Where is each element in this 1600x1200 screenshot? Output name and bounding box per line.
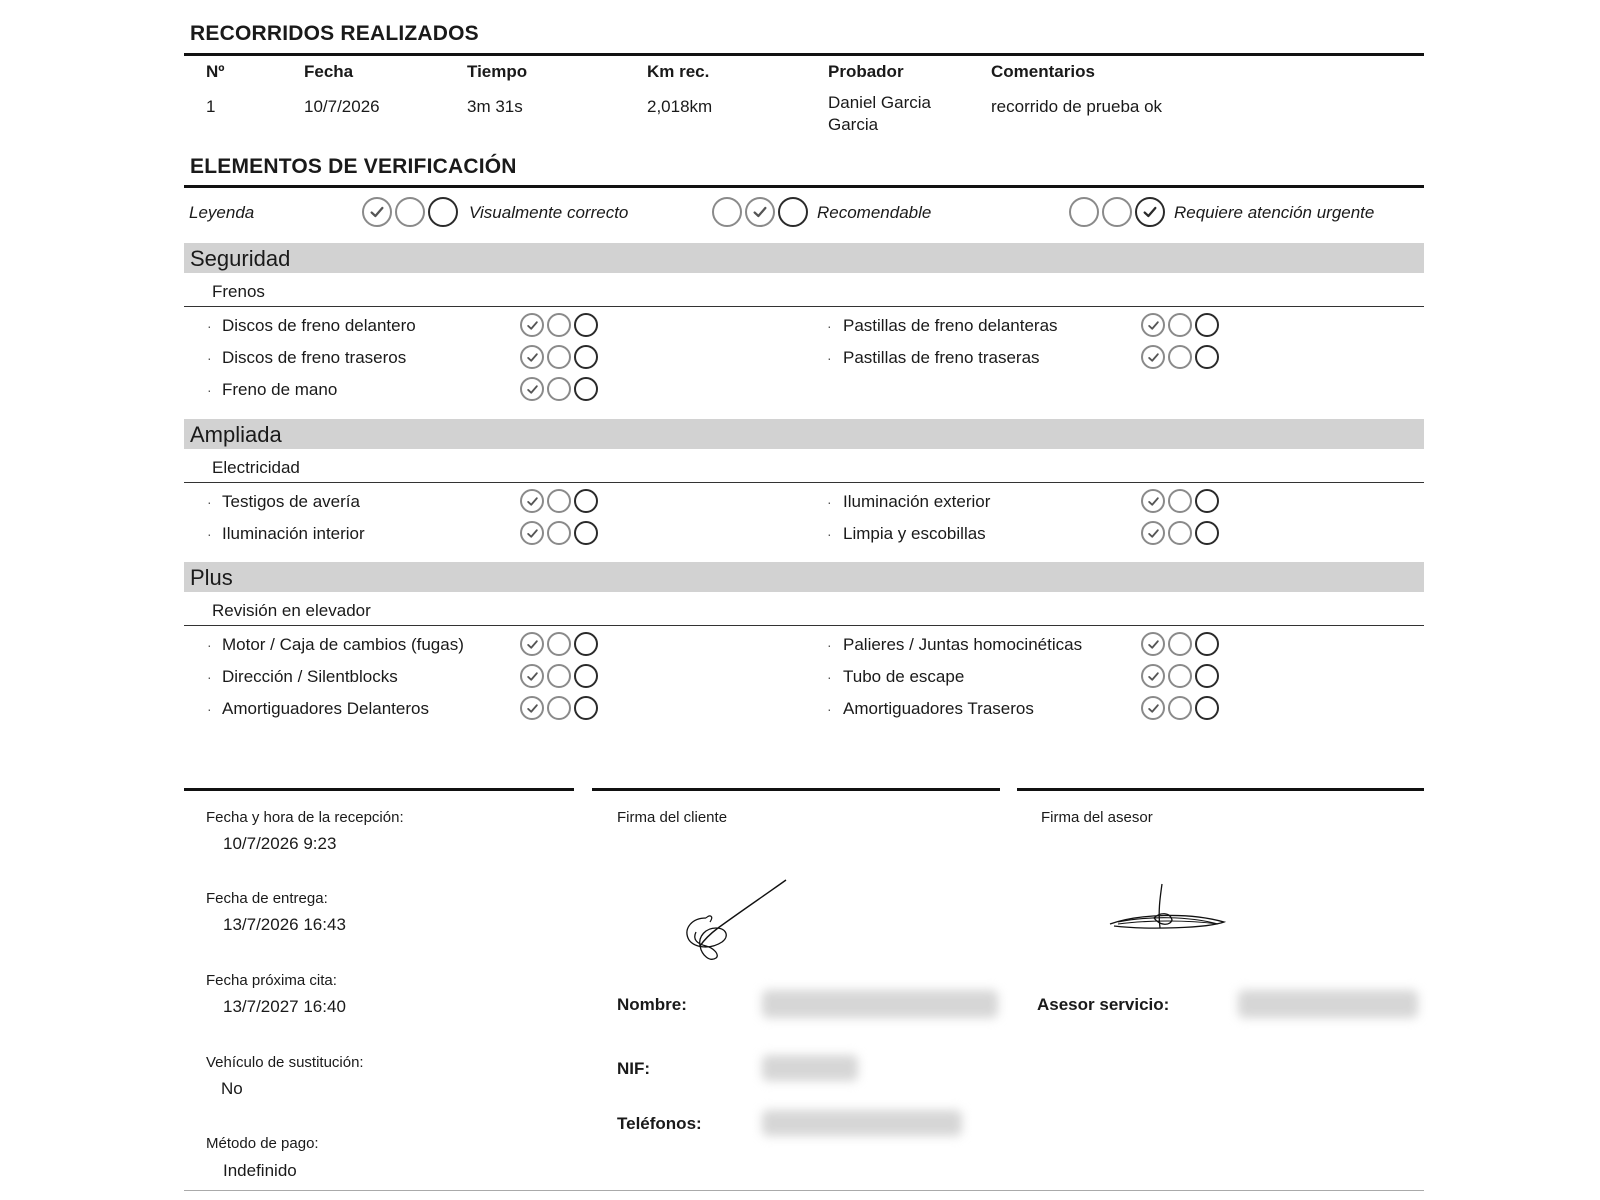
- cell-km: 2,018km: [647, 97, 713, 116]
- bullet-icon: ·: [827, 318, 832, 334]
- check-icon: [1147, 702, 1160, 715]
- item-label: Discos de freno delantero: [222, 316, 416, 335]
- firma-cliente-label: Firma del cliente: [617, 809, 728, 826]
- circle-recomendable-icon: [1168, 632, 1192, 656]
- item-label: Iluminación interior: [222, 524, 365, 543]
- check-icon: [369, 204, 385, 220]
- col-header-numero: Nº: [206, 62, 225, 81]
- circle-correcto-icon: [1141, 521, 1165, 545]
- redacted-asesor: [1238, 990, 1418, 1018]
- status-circles: [520, 696, 601, 720]
- circle-urgente-icon: [574, 345, 598, 369]
- item-label: Iluminación exterior: [843, 492, 991, 511]
- check-icon: [526, 638, 539, 651]
- circle-correcto-icon: [362, 197, 392, 227]
- circle-correcto-icon: [1069, 197, 1099, 227]
- circle-urgente-icon: [1195, 489, 1219, 513]
- circle-recomendable-icon: [547, 632, 571, 656]
- section-title-seguridad: Seguridad: [190, 246, 291, 271]
- circle-correcto-icon: [520, 313, 544, 337]
- bullet-icon: ·: [207, 701, 212, 717]
- check-icon: [526, 351, 539, 364]
- section-subtitle-frenos: Frenos: [212, 282, 265, 301]
- verificacion-rule: [184, 185, 1424, 188]
- item-label: Freno de mano: [222, 380, 338, 399]
- circle-recomendable-icon: [547, 313, 571, 337]
- status-circles: [520, 632, 601, 656]
- circle-urgente-icon: [574, 521, 598, 545]
- check-icon: [526, 383, 539, 396]
- status-circles: [520, 664, 601, 688]
- footer-rule-fields: [184, 788, 574, 791]
- status-circles: [1141, 696, 1222, 720]
- check-icon: [1147, 351, 1160, 364]
- circle-recomendable-icon: [547, 345, 571, 369]
- circle-urgente-icon: [778, 197, 808, 227]
- section-rule-ampliada: [184, 482, 1424, 483]
- cell-probador-line2: Garcia: [828, 115, 879, 134]
- circle-urgente-icon: [574, 489, 598, 513]
- col-header-fecha: Fecha: [304, 62, 354, 81]
- verificacion-title: ELEMENTOS DE VERIFICACIÓN: [190, 155, 517, 178]
- check-icon: [1147, 527, 1160, 540]
- item-label: Amortiguadores Delanteros: [222, 699, 429, 718]
- circle-urgente-icon: [1195, 345, 1219, 369]
- cell-comentarios: recorrido de prueba ok: [991, 97, 1163, 116]
- section-title-ampliada: Ampliada: [190, 422, 282, 447]
- status-circles: [1141, 489, 1222, 513]
- circle-correcto-icon: [1141, 664, 1165, 688]
- check-icon: [1147, 495, 1160, 508]
- bullet-icon: ·: [827, 669, 832, 685]
- circle-urgente-icon: [1195, 313, 1219, 337]
- circle-recomendable-icon: [395, 197, 425, 227]
- footer-rule-asesor: [1017, 788, 1424, 791]
- client-signature-icon: [670, 870, 800, 970]
- redacted-nif: [762, 1055, 858, 1081]
- section-subtitle-elevador: Revisión en elevador: [212, 601, 371, 620]
- status-circles: [520, 489, 601, 513]
- status-circles: [520, 521, 601, 545]
- firma-asesor-label: Firma del asesor: [1041, 809, 1153, 826]
- col-header-tiempo: Tiempo: [467, 62, 528, 81]
- check-icon: [526, 495, 539, 508]
- circle-recomendable-icon: [547, 521, 571, 545]
- redacted-telefonos: [762, 1110, 962, 1136]
- cell-probador-line1: Daniel Garcia: [828, 93, 931, 112]
- circle-recomendable-icon: [1168, 345, 1192, 369]
- bullet-icon: ·: [207, 637, 212, 653]
- bullet-icon: ·: [207, 350, 212, 366]
- field-label-sustitucion: Vehículo de sustitución:: [206, 1054, 364, 1071]
- legend-circles-recomendable: [712, 197, 811, 227]
- circle-urgente-icon: [574, 664, 598, 688]
- bullet-icon: ·: [827, 526, 832, 542]
- circle-recomendable-icon: [1168, 696, 1192, 720]
- circle-correcto-icon: [1141, 632, 1165, 656]
- cell-numero: 1: [206, 97, 216, 116]
- check-icon: [526, 670, 539, 683]
- bullet-icon: ·: [207, 318, 212, 334]
- redacted-nombre: [762, 990, 998, 1018]
- field-value-recepcion: 10/7/2026 9:23: [223, 834, 337, 853]
- field-label-entrega: Fecha de entrega:: [206, 890, 328, 907]
- circle-correcto-icon: [520, 489, 544, 513]
- circle-urgente-icon: [1135, 197, 1165, 227]
- circle-recomendable-icon: [547, 696, 571, 720]
- item-label: Tubo de escape: [843, 667, 965, 686]
- legend-circles-urgente: [1069, 197, 1168, 227]
- recorridos-rule: [184, 53, 1424, 56]
- circle-correcto-icon: [520, 664, 544, 688]
- advisor-signature-icon: [1108, 878, 1238, 938]
- circle-recomendable-icon: [1168, 489, 1192, 513]
- check-icon: [526, 527, 539, 540]
- legend-text-recomendable: Recomendable: [817, 203, 932, 222]
- field-label-proxima-cita: Fecha próxima cita:: [206, 972, 337, 989]
- circle-correcto-icon: [1141, 313, 1165, 337]
- telefonos-label: Teléfonos:: [617, 1114, 702, 1133]
- section-rule-seguridad: [184, 306, 1424, 307]
- circle-recomendable-icon: [547, 377, 571, 401]
- bullet-icon: ·: [827, 494, 832, 510]
- footer-bottom-rule: [184, 1190, 1424, 1191]
- section-rule-plus: [184, 625, 1424, 626]
- status-circles: [1141, 664, 1222, 688]
- circle-urgente-icon: [1195, 521, 1219, 545]
- item-label: Dirección / Silentblocks: [222, 667, 398, 686]
- bullet-icon: ·: [827, 637, 832, 653]
- cell-fecha: 10/7/2026: [304, 97, 380, 116]
- col-header-comentarios: Comentarios: [991, 62, 1095, 81]
- circle-recomendable-icon: [547, 664, 571, 688]
- status-circles: [520, 313, 601, 337]
- section-band-seguridad: [184, 243, 1424, 273]
- bullet-icon: ·: [827, 701, 832, 717]
- circle-recomendable-icon: [1168, 313, 1192, 337]
- circle-correcto-icon: [712, 197, 742, 227]
- circle-recomendable-icon: [1168, 521, 1192, 545]
- circle-recomendable-icon: [1168, 664, 1192, 688]
- circle-correcto-icon: [520, 377, 544, 401]
- circle-recomendable-icon: [745, 197, 775, 227]
- status-circles: [1141, 521, 1222, 545]
- legend-text-correcto: Visualmente correcto: [469, 203, 629, 222]
- item-label: Amortiguadores Traseros: [843, 699, 1034, 718]
- bullet-icon: ·: [827, 350, 832, 366]
- circle-urgente-icon: [574, 696, 598, 720]
- item-label: Testigos de avería: [222, 492, 360, 511]
- circle-recomendable-icon: [1102, 197, 1132, 227]
- field-label-metodo-pago: Método de pago:: [206, 1135, 319, 1152]
- field-value-entrega: 13/7/2026 16:43: [223, 915, 346, 934]
- check-icon: [526, 702, 539, 715]
- circle-correcto-icon: [520, 345, 544, 369]
- circle-urgente-icon: [1195, 696, 1219, 720]
- item-label: Pastillas de freno traseras: [843, 348, 1040, 367]
- section-band-ampliada: [184, 419, 1424, 449]
- circle-urgente-icon: [428, 197, 458, 227]
- check-icon: [752, 204, 768, 220]
- col-header-km: Km rec.: [647, 62, 710, 81]
- asesor-servicio-label: Asesor servicio:: [1037, 995, 1170, 1014]
- circle-correcto-icon: [1141, 345, 1165, 369]
- field-value-proxima-cita: 13/7/2027 16:40: [223, 997, 346, 1016]
- status-circles: [520, 377, 601, 401]
- circle-recomendable-icon: [547, 489, 571, 513]
- circle-urgente-icon: [574, 632, 598, 656]
- item-label: Motor / Caja de cambios (fugas): [222, 635, 464, 654]
- recorridos-title: RECORRIDOS REALIZADOS: [190, 22, 479, 45]
- circle-urgente-icon: [574, 313, 598, 337]
- bullet-icon: ·: [207, 526, 212, 542]
- bullet-icon: ·: [207, 669, 212, 685]
- item-label: Palieres / Juntas homocinéticas: [843, 635, 1083, 654]
- check-icon: [1147, 319, 1160, 332]
- field-value-metodo-pago: Indefinido: [223, 1161, 297, 1180]
- check-icon: [1142, 204, 1158, 220]
- col-header-probador: Probador: [828, 62, 904, 81]
- item-label: Discos de freno traseros: [222, 348, 407, 367]
- nombre-label: Nombre:: [617, 995, 687, 1014]
- section-title-plus: Plus: [190, 565, 233, 590]
- circle-correcto-icon: [520, 521, 544, 545]
- bullet-icon: ·: [207, 494, 212, 510]
- circle-correcto-icon: [520, 696, 544, 720]
- section-subtitle-electricidad: Electricidad: [212, 458, 300, 477]
- field-label-recepcion: Fecha y hora de la recepción:: [206, 809, 404, 826]
- status-circles: [1141, 313, 1222, 337]
- footer-rule-cliente: [592, 788, 1000, 791]
- bullet-icon: ·: [207, 382, 212, 398]
- status-circles: [520, 345, 601, 369]
- field-value-sustitucion: No: [221, 1079, 243, 1098]
- circle-correcto-icon: [520, 632, 544, 656]
- circle-urgente-icon: [574, 377, 598, 401]
- check-icon: [1147, 638, 1160, 651]
- status-circles: [1141, 632, 1222, 656]
- cell-tiempo: 3m 31s: [467, 97, 523, 116]
- circle-urgente-icon: [1195, 632, 1219, 656]
- circle-correcto-icon: [1141, 696, 1165, 720]
- check-icon: [526, 319, 539, 332]
- legend-circles-correcto: [362, 197, 461, 227]
- item-label: Pastillas de freno delanteras: [843, 316, 1058, 335]
- legend-label: Leyenda: [189, 203, 255, 222]
- section-band-plus: [184, 562, 1424, 592]
- item-label: Limpia y escobillas: [843, 524, 986, 543]
- circle-urgente-icon: [1195, 664, 1219, 688]
- status-circles: [1141, 345, 1222, 369]
- circle-correcto-icon: [1141, 489, 1165, 513]
- nif-label: NIF:: [617, 1059, 651, 1078]
- legend-text-urgente: Requiere atención urgente: [1174, 203, 1375, 222]
- check-icon: [1147, 670, 1160, 683]
